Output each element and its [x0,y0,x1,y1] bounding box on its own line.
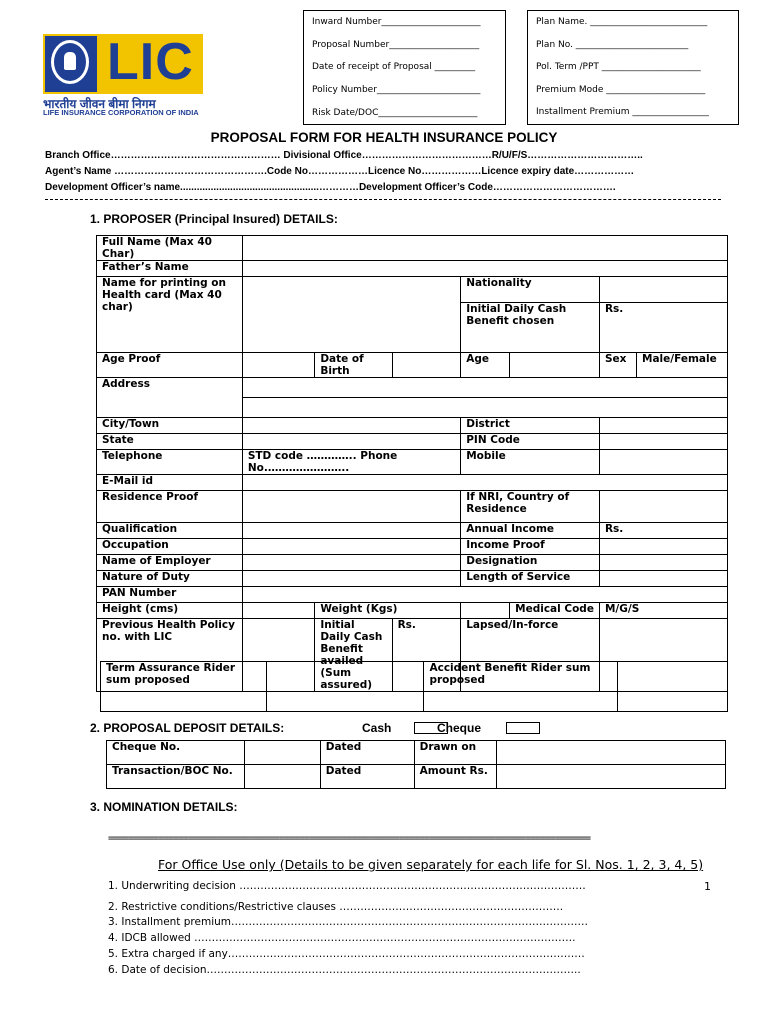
age-input[interactable] [510,353,600,378]
logo-hindi: भारतीय जीवन बीमा निगम [43,97,156,111]
mobile-label: Mobile [461,450,600,475]
pol-term-field[interactable]: Pol. Term /PPT ______________________ [536,62,701,72]
idc-chosen-rs[interactable]: Rs. [599,303,727,353]
office-box-right [527,10,739,125]
office-item-5[interactable]: 5. Extra charged if any………………………………………………………………………………………… [108,948,585,960]
dated-label-1: Dated [320,741,414,765]
dev-officer-line[interactable]: Development Officer’s name..................................................…………Development Officer’s Code………………………………. [45,182,616,193]
occupation-label: Occupation [97,539,243,555]
duty-input[interactable] [242,571,460,587]
residence-proof-label: Residence Proof [97,491,243,523]
district-label: District [461,418,600,434]
height-label: Height (cms) [97,603,243,619]
dob-input[interactable] [392,353,461,378]
father-name-label: Father’s Name [97,261,243,277]
amount-label: Amount Rs. [414,765,496,789]
nationality-label: Nationality [461,277,600,303]
txn-no-label: Transaction/BOC No. [107,765,245,789]
office-box-left [303,10,506,125]
service-input[interactable] [599,571,727,587]
agent-line[interactable]: Agent’s Name ……………………………………….Code No………………Licence No………………Licence expiry date……………… [45,166,635,177]
height-input[interactable] [242,603,315,619]
inward-number-field[interactable]: Inward Number______________________ [312,17,481,27]
father-name-input[interactable] [242,261,727,277]
lic-emblem-icon [45,36,97,92]
section-2-heading: 2. PROPOSAL DEPOSIT DETAILS: [90,721,285,735]
office-item-6[interactable]: 6. Date of decision…………………………………………………………………………………………….. [108,964,581,976]
designation-label: Designation [461,555,600,571]
employer-label: Name of Employer [97,555,243,571]
qualification-label: Qualification [97,523,243,539]
state-input[interactable] [242,434,460,450]
separator-line: ================================================================================================ [108,833,590,844]
proposal-number-field[interactable]: Proposal Number____________________ [312,40,480,50]
logo-text: LIC [107,33,194,91]
accident-rider-label: Accident Benefit Rider sum proposed [424,662,618,712]
pin-label: PIN Code [461,434,600,450]
page-number: 1 [704,880,711,893]
pan-input[interactable] [242,587,727,603]
term-rider-label: Term Assurance Rider sum proposed [101,662,267,712]
drawn-on-label: Drawn on [414,741,496,765]
annual-income-label: Annual Income [461,523,600,539]
service-label: Length of Service [461,571,600,587]
cheque-checkbox[interactable] [506,722,540,734]
mobile-input[interactable] [599,450,727,475]
premium-mode-field[interactable]: Premium Mode ______________________ [536,85,706,95]
office-item-3[interactable]: 3. Installment premium………………………………………………………………………………………… [108,916,589,928]
prev-policy-label: Previous Health Policy no. with LIC [97,619,243,692]
district-input[interactable] [599,418,727,434]
form-title: PROPOSAL FORM FOR HEALTH INSURANCE POLICY [210,130,558,145]
drawn-on-input[interactable] [496,741,725,765]
receipt-date-field[interactable]: Date of receipt of Proposal _________ [312,62,476,72]
full-name-label: Full Name (Max 40 Char) [97,236,243,261]
lapsed-label: Lapsed/In-force [461,619,600,692]
deposit-table [106,740,726,789]
qualification-input[interactable] [242,523,460,539]
cheque-label: Cheque [437,721,482,735]
sex-options[interactable]: Male/Female [637,353,728,378]
risk-date-field[interactable]: Risk Date/DOC______________________ [312,108,478,118]
idc-chosen-label: Initial Daily Cash Benefit chosen [461,303,600,353]
branch-line[interactable]: Branch Office…………………………………………… Divisional Office…………………………………R/U/F/S…………………………….. [45,150,643,161]
nri-country-input[interactable] [599,491,727,523]
dob-label: Date of Birth [315,353,392,378]
city-label: City/Town [97,418,243,434]
cheque-no-input[interactable] [244,741,320,765]
address-input-2[interactable] [242,398,727,418]
age-proof-input[interactable] [242,353,315,378]
dated-label-2: Dated [320,765,414,789]
cheque-no-label: Cheque No. [107,741,245,765]
amount-input[interactable] [496,765,725,789]
annual-income-input[interactable]: Rs. [599,523,727,539]
email-input[interactable] [242,475,727,491]
policy-number-field[interactable]: Policy Number_______________________ [312,85,481,95]
medical-code-options[interactable]: M/G/S [599,603,727,619]
office-item-4[interactable]: 4. IDCB allowed ………………………………………………………………………………………………. [108,932,576,944]
age-label: Age [461,353,510,378]
print-name-input[interactable] [242,277,460,353]
office-item-2[interactable]: 2. Restrictive conditions/Restrictive clauses ………………………………………………………. [108,901,564,913]
full-name-input[interactable] [242,236,727,261]
medical-code-label: Medical Code [510,603,600,619]
rider-table [100,661,728,712]
duty-label: Nature of Duty [97,571,243,587]
idc-availed-input[interactable]: Rs. [392,619,461,692]
plan-name-field[interactable]: Plan Name. __________________________ [536,17,708,27]
term-rider-input[interactable] [266,662,424,712]
state-label: State [97,434,243,450]
email-label: E-Mail id [97,475,243,491]
section-1-heading: 1. PROPOSER (Principal Insured) DETAILS: [90,212,338,226]
nationality-input[interactable] [599,277,727,303]
income-proof-input[interactable] [599,539,727,555]
pin-input[interactable] [599,434,727,450]
designation-input[interactable] [599,555,727,571]
income-proof-label: Income Proof [461,539,600,555]
telephone-input[interactable]: STD code ………….. Phone No.………………….. [242,450,460,475]
office-use-heading: For Office Use only (Details to be given separately for each life for Sl. Nos. 1, 2, 3, 4, 5) [158,857,704,872]
telephone-label: Telephone [97,450,243,475]
cash-label: Cash [362,721,392,735]
weight-label: Weight (Kgs) [315,603,461,619]
city-input[interactable] [242,418,460,434]
idc-availed-label: Initial Daily Cash Benefit availed (Sum assured) [315,619,392,692]
section-3-heading: 3. NOMINATION DETAILS: [90,800,238,814]
print-name-label: Name for printing on Health card (Max 40 char) [97,277,243,353]
lic-logo [43,34,203,94]
divider [45,199,721,200]
proposer-table [96,235,728,692]
plan-no-field[interactable]: Plan No. _________________________ [536,40,689,50]
accident-rider-input[interactable] [618,662,728,712]
nri-country-label: If NRI, Country of Residence [461,491,600,523]
pan-label: PAN Number [97,587,243,603]
sex-label: Sex [599,353,636,378]
address-input-1[interactable] [242,378,727,398]
logo-corp-name: LIFE INSURANCE CORPORATION OF INDIA [43,108,199,117]
address-label: Address [97,378,243,418]
occupation-input[interactable] [242,539,460,555]
employer-input[interactable] [242,555,460,571]
txn-no-input[interactable] [244,765,320,789]
age-proof-label: Age Proof [97,353,243,378]
residence-proof-input[interactable] [242,491,460,523]
installment-premium-field[interactable]: Installment Premium _________________ [536,107,709,117]
office-item-1[interactable]: 1. Underwriting decision ……………………………………………………………………………………… [108,880,586,892]
weight-input[interactable] [461,603,510,619]
